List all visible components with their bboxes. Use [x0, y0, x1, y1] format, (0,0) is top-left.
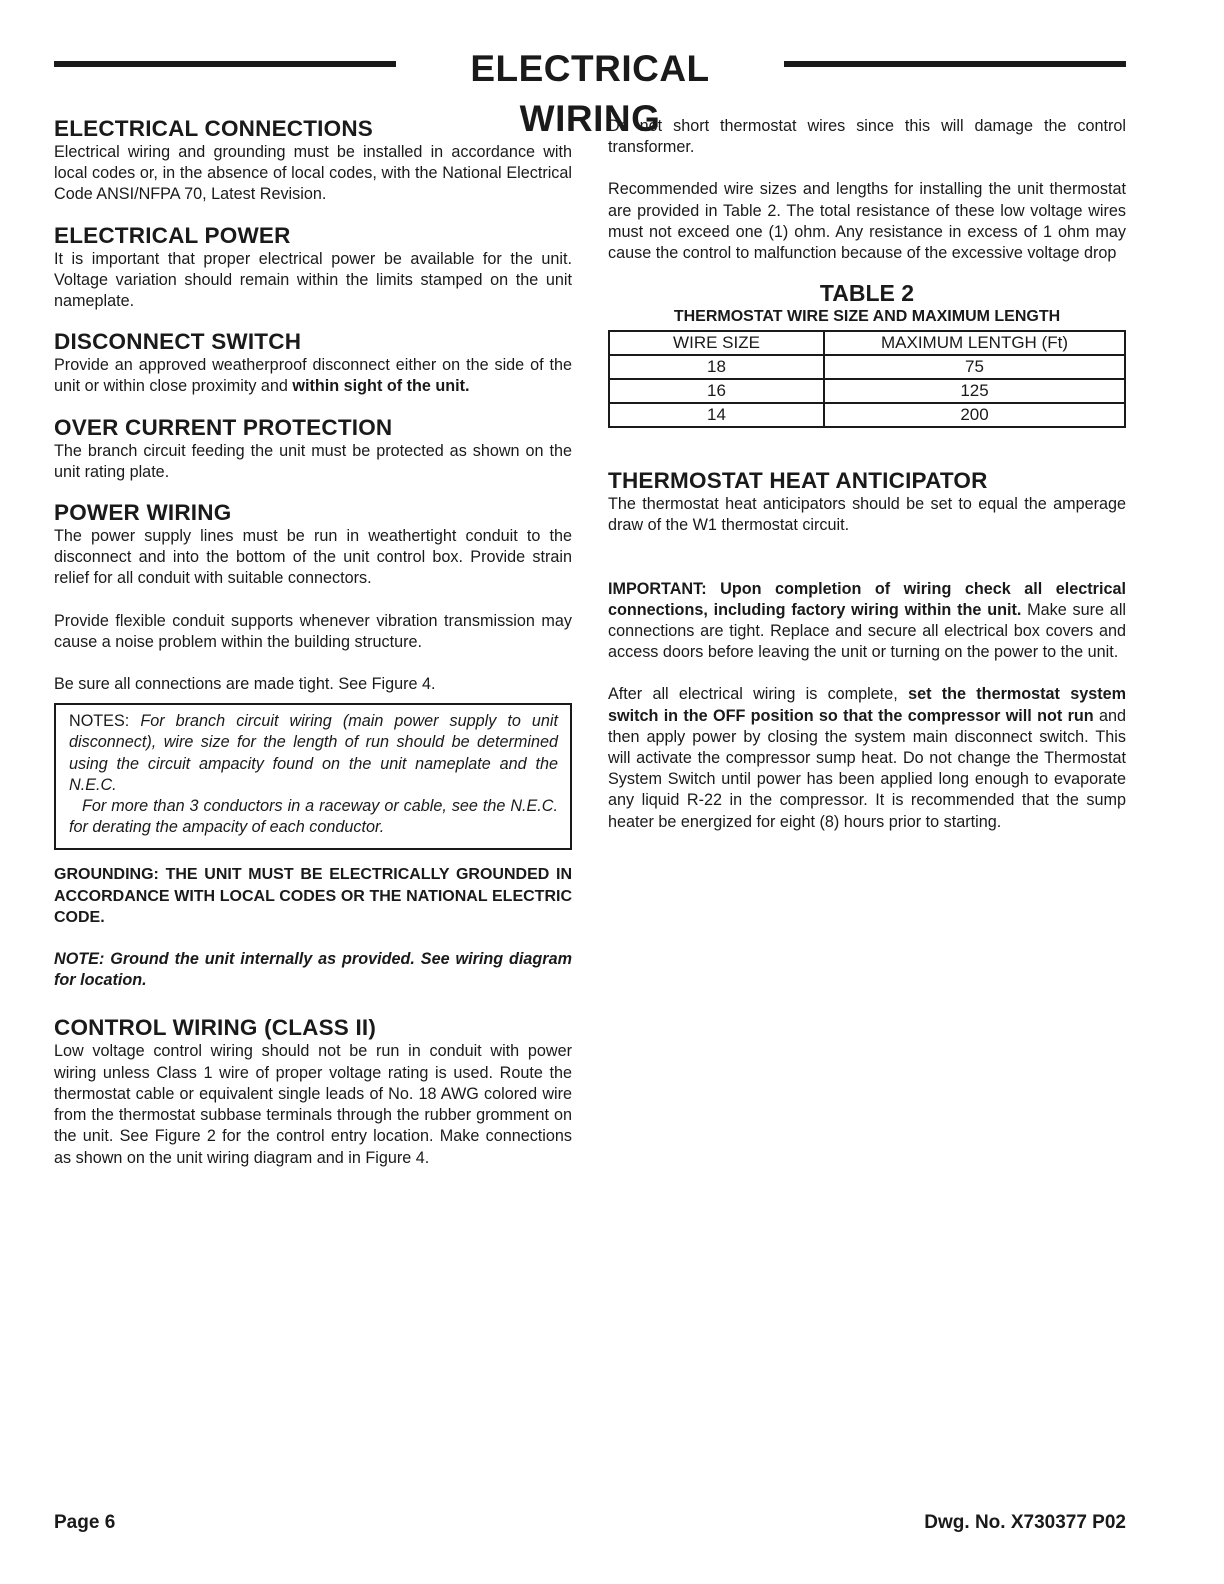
wire-size-table: [608, 330, 1126, 428]
body-emphasis: within sight of the unit.: [292, 377, 470, 396]
table-row: [609, 379, 1125, 403]
section-body: Electrical wiring and grounding must be installed in accordance with local codes or, in the absence of local codes, with the National Electrical Code ANSI/NFPA 70, Latest Revision.: [54, 143, 572, 204]
section-body: It is important that proper electrical power be available for the unit. Voltage variation should remain within the limits stamped on the unit nameplate.: [54, 249, 572, 311]
body-text: Provide an approved weatherproof disconnect either on the side of the unit or within close proximity and: [54, 356, 572, 396]
section-heading: OVER CURRENT PROTECTION: [54, 414, 393, 440]
header-rule-left: [54, 61, 396, 67]
drawing-number: Dwg. No. X730377 P02: [924, 1512, 1126, 1533]
section-power-wiring: [54, 500, 572, 695]
section-control-wiring: [54, 1015, 572, 1168]
after-wiring-emphasis: set the thermostat system switch in the OFF position so that the compressor will not run: [608, 685, 1127, 725]
section-heading: THERMOSTAT HEAT ANTICIPATOR: [608, 468, 988, 494]
cell-wire-size: 16: [609, 379, 824, 403]
cell-wire-size: 14: [609, 403, 824, 427]
column-header-wire-size: WIRE SIZE: [609, 331, 824, 355]
cell-wire-size: 18: [609, 355, 824, 379]
left-column: [54, 116, 572, 1169]
note-2: For more than 3 conductors in a raceway or cable, see the N.E.C. for derating the ampacity of each conductor.: [69, 797, 558, 837]
table-title: TABLE 2: [819, 280, 915, 307]
important-emphasis: IMPORTANT: Upon completion of wiring check all electrical connections, including factory wiring within the unit.: [608, 579, 1126, 619]
section-heat-anticipator: [608, 468, 1126, 536]
wire-size-paragraph: Recommended wire sizes and lengths for installing the unit thermostat are provided in Table 2. The total resistance of these low voltage wires must not exceed one (1) ohm. Any resistance in excess of 1 ohm may cause the control to malfunction because of the excessive voltage drop: [608, 180, 1126, 263]
section-electrical-connections: [54, 116, 572, 206]
cell-max-length: 200: [824, 403, 1125, 427]
section-body: Be sure all connections are made tight. See Figure 4.: [54, 675, 436, 694]
table-row: [609, 355, 1125, 379]
section-heading: ELECTRICAL POWER: [54, 222, 291, 248]
cell-max-length: 125: [824, 379, 1125, 403]
ground-note: NOTE: Ground the unit internally as provided. See wiring diagram for location.: [54, 950, 572, 990]
section-body: The branch circuit feeding the unit must be protected as shown on the unit rating plate.: [54, 441, 572, 481]
thermostat-short-warning: Do not short thermostat wires since this will damage the control transformer.: [608, 117, 1126, 157]
column-header-max-length: MAXIMUM LENTGH (Ft): [824, 331, 1125, 355]
section-heading: CONTROL WIRING (CLASS II): [54, 1015, 377, 1041]
section-body: Low voltage control wiring should not be run in conduit with power wiring unless Class 1 wire of proper voltage rating is used. Route the thermostat cable or equivalent single leads of No. 18 AWG colored wire from the thermostat subbase terminals through the rubber gromment on the unit. See Figure 2 for the control entry location. Make connections as shown on the unit wiring diagram and in Figure 4.: [54, 1042, 572, 1167]
page-title: ELECTRICAL WIRING: [470, 48, 710, 139]
table-row: [609, 403, 1125, 427]
important-paragraph: IMPORTANT: Upon completion of wiring check all electrical connections, including factory wiring within the unit. Make sure all connections are tight. Replace and secure all electrical box covers and access doors before leaving the unit or turning on the power to the unit.: [608, 579, 1127, 662]
section-heading: POWER WIRING: [54, 500, 232, 526]
cell-max-length: 75: [824, 355, 1125, 379]
section-body: [54, 355, 572, 397]
note-1: NOTES: For branch circuit wiring (main power supply to unit disconnect), wire size for the length of run should be determined using the circuit ampacity found on the unit nameplate and the N.E.C.: [69, 712, 559, 794]
section-body: Provide flexible conduit supports whenever vibration transmission may cause a noise problem within the building structure.: [54, 611, 572, 651]
right-column: [608, 116, 1126, 833]
header-rule-right: [784, 61, 1126, 67]
section-body: The thermostat heat anticipators should be set to equal the amperage draw of the W1 thermostat circuit.: [608, 495, 1126, 535]
table-header-row: [609, 331, 1125, 355]
notes-label: NOTES:: [69, 712, 130, 731]
section-body: The power supply lines must be run in weathertight conduit to the disconnect and into the bottom of the unit control box. Provide strain relief for all conduit with suitable connectors.: [54, 527, 572, 588]
notes-box: [54, 703, 572, 850]
table-subtitle: THERMOSTAT WIRE SIZE AND MAXIMUM LENGTH: [673, 308, 1061, 326]
section-disconnect-switch: [54, 329, 572, 397]
section-heading: DISCONNECT SWITCH: [54, 329, 302, 355]
after-wiring-paragraph: After all electrical wiring is complete, set the thermostat system switch in the OFF position so that the compressor will not run and then apply power by closing the system main disconnect switch. This will activate the compressor sump heat. Do not change the Thermostat System Switch until power has been applied long enough to evaporate any liquid R-22 in the compressor. It is recommended that the sump heater be energized for eight (8) hours prior to starting.: [608, 685, 1127, 831]
section-heading: ELECTRICAL CONNECTIONS: [54, 116, 373, 141]
grounding-warning: GROUNDING: THE UNIT MUST BE ELECTRICALLY GROUNDED IN ACCORDANCE WITH LOCAL CODES OR THE NATIONAL ELECTRIC CODE.: [54, 866, 572, 926]
section-electrical-power: [54, 223, 572, 313]
page-number: Page 6: [54, 1512, 116, 1533]
section-over-current: [54, 415, 572, 483]
